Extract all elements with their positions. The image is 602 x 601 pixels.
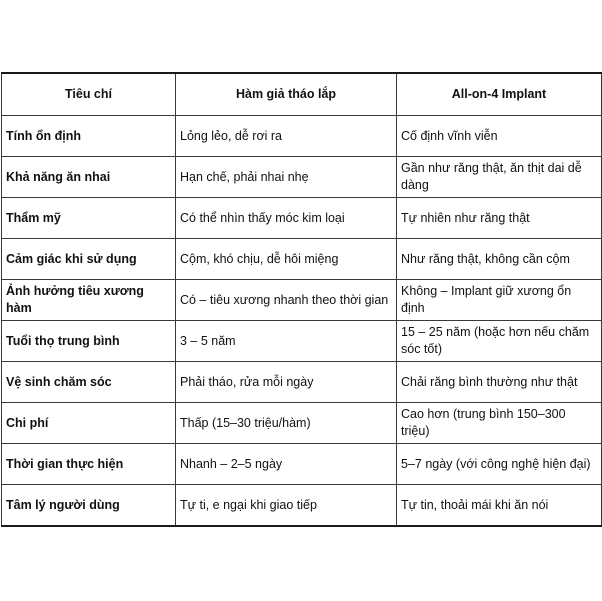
criterion-cell: Tâm lý người dùng bbox=[2, 485, 176, 527]
table-row bbox=[2, 239, 602, 280]
implant-cell: Không – Implant giữ xương ổn định bbox=[397, 280, 602, 321]
criterion-cell: Thẩm mỹ bbox=[2, 198, 176, 239]
removable-cell: Hạn chế, phải nhai nhẹ bbox=[176, 157, 397, 198]
table-row bbox=[2, 362, 602, 403]
implant-cell: 5–7 ngày (với công nghệ hiện đại) bbox=[397, 444, 602, 485]
removable-cell: Có – tiêu xương nhanh theo thời gian bbox=[176, 280, 397, 321]
criterion-cell: Tuổi thọ trung bình bbox=[2, 321, 176, 362]
header-removable-denture: Hàm giả tháo lắp bbox=[176, 73, 397, 116]
removable-cell: Cộm, khó chịu, dễ hôi miệng bbox=[176, 239, 397, 280]
removable-cell: Tự ti, e ngại khi giao tiếp bbox=[176, 485, 397, 527]
table-row bbox=[2, 485, 602, 527]
implant-cell: Tự nhiên như răng thật bbox=[397, 198, 602, 239]
removable-cell: 3 – 5 năm bbox=[176, 321, 397, 362]
removable-cell: Thấp (15–30 triệu/hàm) bbox=[176, 403, 397, 444]
table-row bbox=[2, 157, 602, 198]
header-criterion: Tiêu chí bbox=[2, 73, 176, 116]
table-row bbox=[2, 321, 602, 362]
comparison-table-container bbox=[1, 72, 601, 527]
criterion-cell: Tính ổn định bbox=[2, 116, 176, 157]
table-row bbox=[2, 198, 602, 239]
criterion-cell: Ảnh hưởng tiêu xương hàm bbox=[2, 280, 176, 321]
table-row bbox=[2, 280, 602, 321]
removable-cell: Nhanh – 2–5 ngày bbox=[176, 444, 397, 485]
comparison-table bbox=[1, 72, 602, 527]
criterion-cell: Chi phí bbox=[2, 403, 176, 444]
table-row bbox=[2, 403, 602, 444]
removable-cell: Có thể nhìn thấy móc kim loại bbox=[176, 198, 397, 239]
header-all-on-4-implant: All-on-4 Implant bbox=[397, 73, 602, 116]
criterion-cell: Thời gian thực hiện bbox=[2, 444, 176, 485]
implant-cell: Gần như răng thật, ăn thịt dai dễ dàng bbox=[397, 157, 602, 198]
table-row bbox=[2, 444, 602, 485]
table-header-row bbox=[2, 73, 602, 116]
implant-cell: 15 – 25 năm (hoặc hơn nếu chăm sóc tốt) bbox=[397, 321, 602, 362]
removable-cell: Phải tháo, rửa mỗi ngày bbox=[176, 362, 397, 403]
criterion-cell: Khả năng ăn nhai bbox=[2, 157, 176, 198]
table-row bbox=[2, 116, 602, 157]
criterion-cell: Cảm giác khi sử dụng bbox=[2, 239, 176, 280]
criterion-cell: Vệ sinh chăm sóc bbox=[2, 362, 176, 403]
implant-cell: Cao hơn (trung bình 150–300 triệu) bbox=[397, 403, 602, 444]
removable-cell: Lỏng lẻo, dễ rơi ra bbox=[176, 116, 397, 157]
implant-cell: Cố định vĩnh viễn bbox=[397, 116, 602, 157]
implant-cell: Chải răng bình thường như thật bbox=[397, 362, 602, 403]
implant-cell: Như răng thật, không cần cộm bbox=[397, 239, 602, 280]
implant-cell: Tự tin, thoải mái khi ăn nói bbox=[397, 485, 602, 527]
